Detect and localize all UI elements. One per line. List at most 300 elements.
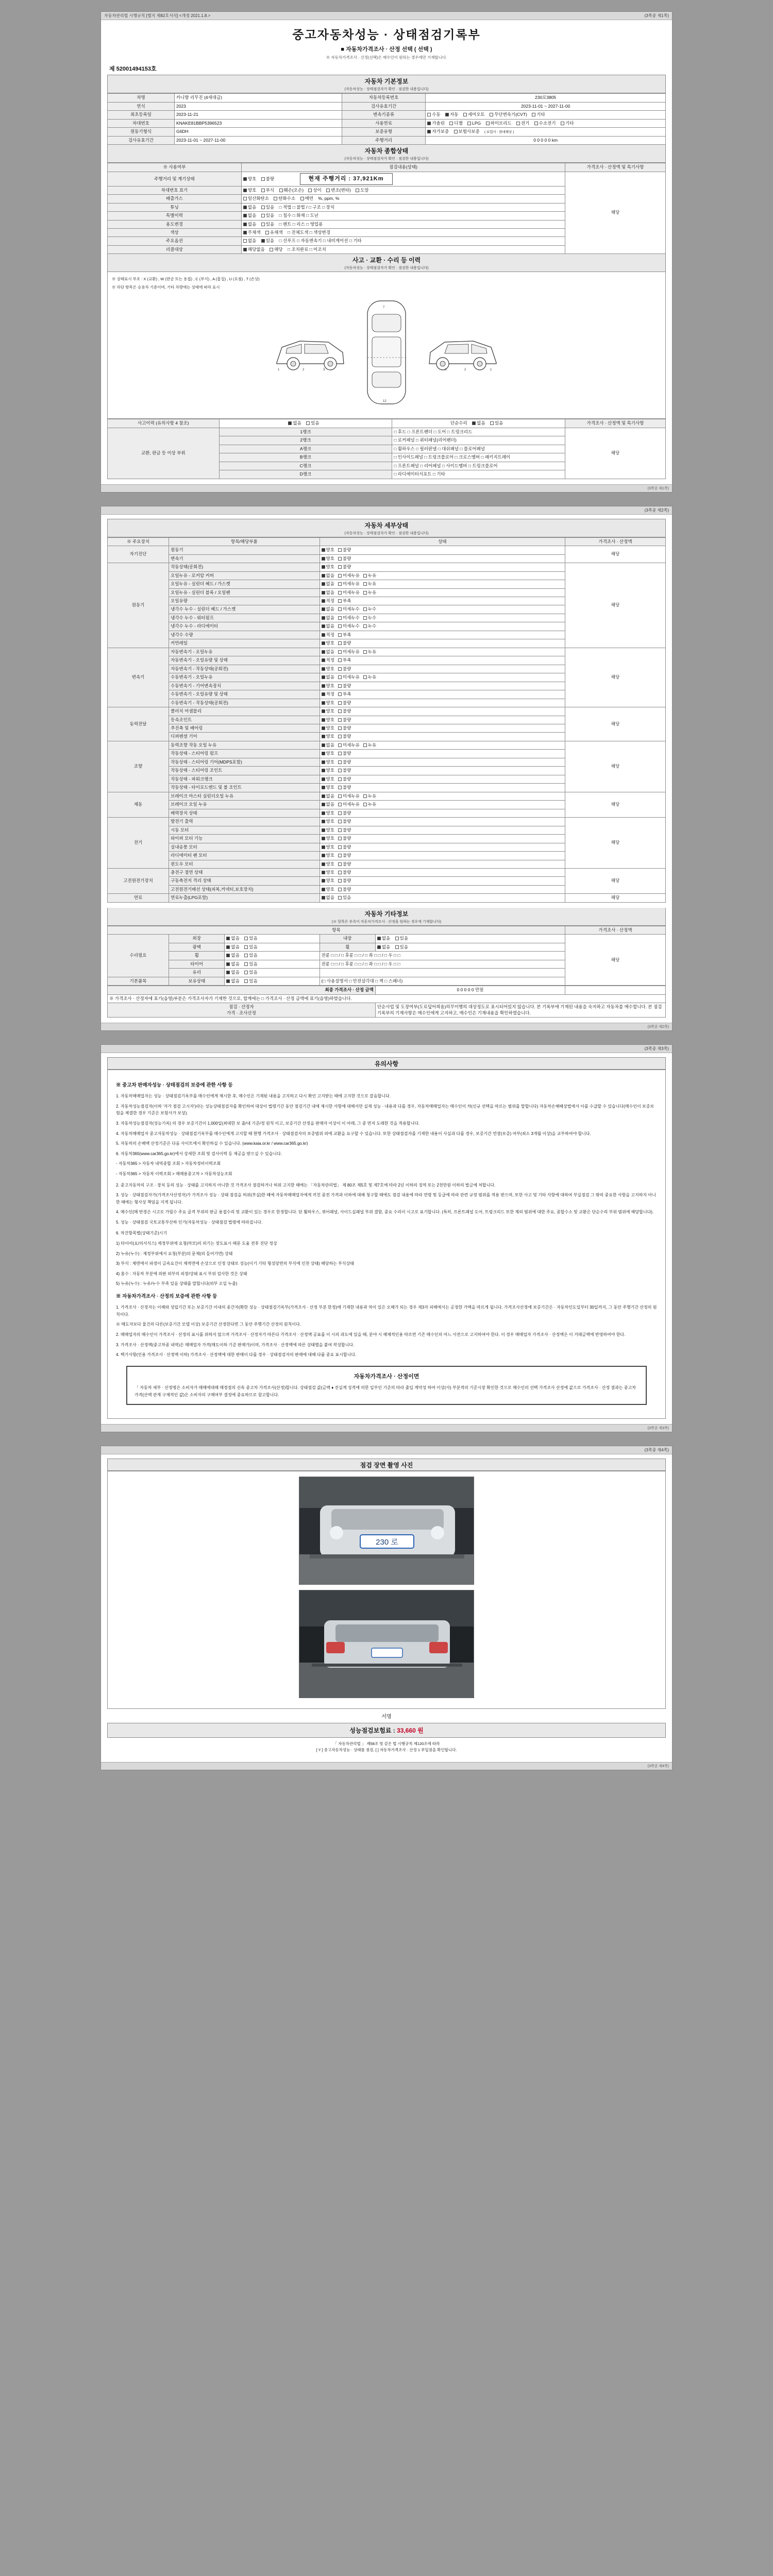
- opt-양호[interactable]: [322, 810, 334, 816]
- checkbox-icon[interactable]: [338, 854, 342, 857]
- opt-fuel-hydrogen[interactable]: 수소전기: [534, 121, 556, 126]
- opt-없음[interactable]: [322, 674, 334, 680]
- opt-label: 양호: [326, 819, 334, 824]
- opt-polish-none[interactable]: 없음: [226, 944, 239, 950]
- opt-양호[interactable]: [322, 819, 334, 824]
- checkbox-icon[interactable]: [322, 709, 325, 713]
- opt-recall-na[interactable]: 해당없음: [243, 247, 265, 252]
- opt-wheel-none[interactable]: 없음: [226, 953, 239, 958]
- opt-fuel-diesel[interactable]: 디젤: [449, 121, 462, 126]
- checkbox-icon[interactable]: [322, 896, 325, 900]
- opt-없음[interactable]: [322, 895, 334, 901]
- opt-vin-erased[interactable]: 도말: [356, 188, 368, 193]
- opt-불량[interactable]: [338, 785, 351, 790]
- detail-item-label: 자동변속기 - 작동상태(공회전): [169, 665, 320, 673]
- opt-fuel-etc[interactable]: 기타: [561, 121, 574, 126]
- opt-적정[interactable]: [322, 632, 334, 638]
- price-digit-3: 0: [467, 987, 470, 993]
- checkbox-icon[interactable]: [338, 871, 342, 874]
- checkbox-icon[interactable]: [363, 591, 367, 595]
- opt-적정[interactable]: [322, 598, 334, 604]
- opt-불량[interactable]: [338, 810, 351, 816]
- detail-item-label: 오일누유 - 실린더 헤드 / 가스켓: [169, 580, 320, 588]
- checkbox-icon[interactable]: [322, 794, 325, 798]
- checkbox-icon[interactable]: [338, 879, 342, 883]
- opt-불량[interactable]: [338, 717, 351, 723]
- rank-b-label: B랭크: [219, 453, 392, 462]
- row-value-options: [241, 237, 565, 245]
- checkbox-icon[interactable]: [322, 760, 325, 764]
- checkbox-icon[interactable]: [322, 769, 325, 772]
- checkbox-icon[interactable]: [363, 582, 367, 586]
- opt-없음[interactable]: [322, 623, 334, 629]
- opt-accident-yes[interactable]: 있음: [306, 420, 319, 426]
- opt-fuel-lpg[interactable]: LPG: [467, 121, 481, 126]
- opt-불량[interactable]: [338, 700, 351, 706]
- opt-불량[interactable]: [338, 878, 351, 884]
- detail-item-state: [320, 648, 565, 656]
- opt-양호[interactable]: [322, 870, 334, 875]
- checkbox-icon[interactable]: [338, 675, 342, 679]
- basic-band-title: 자동차 기본정보: [364, 78, 409, 86]
- checkbox-icon[interactable]: [363, 650, 367, 654]
- checkbox-icon[interactable]: [322, 777, 325, 781]
- opt-possession-yes[interactable]: 있음: [244, 978, 257, 984]
- opt-양호[interactable]: [322, 887, 334, 892]
- opt-trans-auto[interactable]: 자동: [445, 112, 458, 117]
- checkbox-icon[interactable]: [338, 726, 342, 730]
- opt-emission-smoke[interactable]: 매연: [300, 196, 313, 201]
- opt-label: 없음: [326, 623, 334, 629]
- opt-양호[interactable]: [322, 734, 334, 739]
- opt-미세누유[interactable]: [338, 802, 360, 807]
- opt-양호[interactable]: [322, 564, 334, 570]
- opt-special-none[interactable]: 없음: [243, 213, 256, 218]
- opt-accident-none[interactable]: 없음: [288, 420, 301, 426]
- opt-vin-corrosion[interactable]: 부식: [261, 188, 274, 193]
- checkbox-icon[interactable]: [363, 624, 367, 628]
- opt-양호[interactable]: [322, 725, 334, 731]
- checkbox-icon[interactable]: [322, 888, 325, 891]
- checkbox-icon[interactable]: [338, 548, 342, 552]
- notice-item: 4) 흠수 : 자동차 부분에 외판 외부의 외장/상태 표시 부위 검사한 것은 상태: [116, 1271, 247, 1276]
- opt-있음[interactable]: [338, 895, 351, 901]
- opt-불량[interactable]: [338, 708, 351, 714]
- detail-group-label: 조향: [108, 741, 169, 792]
- checkbox-icon[interactable]: [322, 616, 325, 620]
- opt-vin-different[interactable]: 상이: [308, 188, 321, 193]
- opt-불량[interactable]: [338, 768, 351, 773]
- checkbox-icon[interactable]: [363, 607, 367, 611]
- opt-불량[interactable]: [338, 666, 351, 672]
- detail-group-label: 동력전달: [108, 707, 169, 741]
- checkbox-icon[interactable]: [338, 582, 342, 586]
- opt-미세누유[interactable]: [338, 742, 360, 748]
- notice-item: 3. 성능 · 상태점검자가(가격조사산정자)가 가격조사 성능 · 상태 점검을 허위(부실)한 때에 자동차매매업자에게 끼친 종전 가격과 이하에 대해 청구할 때에도 점검 내용에 따라 연령 및 등급에 따라 관련 규정 범위를 적용 받으며, 또한 사고 및 기타 사항에 대하여 부실점검 그 밖의 중요한 사항을 고지하지 아니한 때에는 형사상 책임을 지게 됩니다.: [116, 1193, 656, 1205]
- opt-양호[interactable]: [322, 844, 334, 850]
- row-label-color: 색상: [108, 229, 242, 237]
- checkbox-icon[interactable]: [338, 701, 342, 705]
- opt-양호[interactable]: [322, 556, 334, 562]
- rank-d-label: D랭크: [219, 470, 392, 479]
- opt-label: 부족: [342, 632, 351, 637]
- opt-trans-etc[interactable]: 기타: [532, 112, 545, 117]
- opt-trans-manual[interactable]: 수동: [427, 112, 440, 117]
- opt-불량[interactable]: [338, 640, 351, 646]
- opt-양호[interactable]: [322, 785, 334, 790]
- checkbox-icon[interactable]: [338, 718, 342, 722]
- checkbox-icon[interactable]: [338, 837, 342, 840]
- checkbox-icon[interactable]: [322, 624, 325, 628]
- opt-label: 양호: [326, 768, 334, 773]
- checkbox-icon[interactable]: [322, 718, 325, 722]
- checkbox-icon[interactable]: [322, 837, 325, 840]
- opt-없음[interactable]: [322, 649, 334, 655]
- col-usage: ※ 사용여부: [108, 163, 242, 172]
- checkbox-icon[interactable]: [322, 735, 325, 738]
- opt-불량[interactable]: [338, 836, 351, 841]
- opt-미세누수[interactable]: [338, 615, 360, 621]
- opt-누유[interactable]: [363, 649, 376, 655]
- checkbox-icon[interactable]: [338, 624, 342, 628]
- opt-tuning-yes[interactable]: 있음: [261, 205, 274, 210]
- opt-양호[interactable]: [322, 708, 334, 714]
- checkbox-icon[interactable]: [338, 896, 342, 900]
- opt-양호[interactable]: [322, 547, 334, 553]
- checkbox-icon[interactable]: [322, 854, 325, 857]
- opt-미세누수[interactable]: [338, 623, 360, 629]
- opt-적정[interactable]: [322, 657, 334, 663]
- checkbox-icon[interactable]: [338, 735, 342, 738]
- checkbox-icon[interactable]: [363, 794, 367, 798]
- opt-양호[interactable]: [322, 683, 334, 689]
- detail-band-sub: (자동차성능 · 상태점검자가 확인 · 점검한 내용입니다): [344, 531, 429, 535]
- detail-item-label: 윈도우 모터: [169, 860, 320, 868]
- checkbox-icon[interactable]: [338, 777, 342, 781]
- checkbox-icon[interactable]: [322, 548, 325, 552]
- opt-wheel-yes[interactable]: 있음: [244, 953, 257, 958]
- opt-exterior-none[interactable]: 없음: [226, 936, 239, 941]
- checkbox-icon[interactable]: [338, 760, 342, 764]
- opt-interior-none[interactable]: 없음: [377, 936, 390, 941]
- opt-양호[interactable]: [322, 853, 334, 858]
- opt-누유[interactable]: [363, 802, 376, 807]
- opt-fuel-gasoline[interactable]: 가솔린: [427, 121, 445, 126]
- opt-양호[interactable]: [322, 768, 334, 773]
- checkbox-icon[interactable]: [338, 743, 342, 747]
- opt-누유[interactable]: [363, 793, 376, 799]
- checkbox-icon[interactable]: [322, 582, 325, 586]
- checkbox-icon[interactable]: [322, 879, 325, 883]
- opt-누유[interactable]: [363, 742, 376, 748]
- opt-options-none[interactable]: 없음: [243, 238, 256, 244]
- opt-special-yes[interactable]: 있음: [261, 213, 274, 218]
- checkbox-icon[interactable]: [322, 650, 325, 654]
- opt-미세누유[interactable]: [338, 573, 360, 579]
- checkbox-icon[interactable]: [338, 565, 342, 569]
- opt-mileage-bad[interactable]: 불량: [261, 176, 274, 182]
- checkbox-icon[interactable]: [338, 803, 342, 806]
- opt-exterior-yes[interactable]: 있음: [244, 936, 257, 941]
- opt-tuning-none[interactable]: 없음: [243, 205, 256, 210]
- checkbox-icon[interactable]: [338, 684, 342, 688]
- opt-label: 미세누수: [342, 606, 360, 612]
- detail-item-label: 작동상태 - 타이로드엔드 및 볼 조인트: [169, 784, 320, 792]
- checkbox-icon[interactable]: [338, 752, 342, 755]
- detail-item-label: 수동변속기 - 기어변속장치: [169, 682, 320, 690]
- opt-vin-damage[interactable]: 훼손(오손): [279, 188, 304, 193]
- opt-누유[interactable]: [363, 674, 376, 680]
- opt-누수[interactable]: [363, 623, 376, 629]
- opt-없음[interactable]: [322, 581, 334, 587]
- opt-없음[interactable]: [322, 615, 334, 621]
- opt-부족[interactable]: [338, 598, 351, 604]
- opt-label: 적정: [326, 598, 334, 603]
- opt-wheel-a-yes[interactable]: 있음: [395, 944, 408, 950]
- opt-glass-none[interactable]: 없음: [226, 970, 239, 975]
- opt-누수[interactable]: [363, 615, 376, 621]
- opt-미세누유[interactable]: [338, 581, 360, 587]
- checkbox-icon[interactable]: [322, 845, 325, 849]
- checkbox-icon[interactable]: [338, 574, 342, 578]
- checkbox-icon[interactable]: [322, 786, 325, 789]
- checkbox-icon[interactable]: [322, 862, 325, 866]
- checkbox-icon[interactable]: [322, 684, 325, 688]
- opt-부족[interactable]: [338, 657, 351, 663]
- checkbox-icon[interactable]: [363, 574, 367, 578]
- opt-label: 불량: [342, 717, 351, 722]
- opt-불량[interactable]: [338, 556, 351, 562]
- opt-양호[interactable]: [322, 759, 334, 765]
- table-row: [108, 136, 666, 144]
- opt-미세누유[interactable]: [338, 649, 360, 655]
- rank-d-parts: □ 라디에이터서포트 □ 기타: [392, 470, 565, 479]
- opt-누유[interactable]: [363, 581, 376, 587]
- checkbox-icon[interactable]: [338, 828, 342, 832]
- opt-color-chromatic[interactable]: 유채색: [265, 230, 283, 235]
- opt-양호[interactable]: [322, 666, 334, 672]
- opt-누유[interactable]: [363, 573, 376, 579]
- opt-양호[interactable]: [322, 751, 334, 756]
- opt-label: 없음: [326, 581, 334, 587]
- table-row: [108, 563, 666, 571]
- checkbox-icon[interactable]: [322, 667, 325, 671]
- opt-label: 불량: [342, 785, 351, 790]
- checkbox-icon[interactable]: [338, 862, 342, 866]
- opt-불량[interactable]: [338, 776, 351, 782]
- opt-possession-none[interactable]: 없음: [226, 978, 239, 984]
- checkbox-icon[interactable]: [322, 692, 325, 696]
- opt-불량[interactable]: [338, 725, 351, 731]
- opt-불량[interactable]: [338, 683, 351, 689]
- opt-simple-none[interactable]: 없음: [472, 420, 485, 426]
- opt-recall-yes[interactable]: 해당: [270, 247, 282, 252]
- checkbox-icon[interactable]: [322, 820, 325, 823]
- table-row: [108, 868, 666, 876]
- checkbox-icon[interactable]: [322, 591, 325, 595]
- opt-polish-yes[interactable]: 있음: [244, 944, 257, 950]
- checkbox-icon[interactable]: [322, 557, 325, 561]
- opt-불량[interactable]: [338, 759, 351, 765]
- opt-vin-good[interactable]: 양호: [243, 188, 256, 193]
- page4-topbar: [101, 1446, 672, 1454]
- checkbox-icon[interactable]: [338, 709, 342, 713]
- opt-tire-none[interactable]: 없음: [226, 961, 239, 967]
- checkbox-icon[interactable]: [338, 692, 342, 696]
- checkbox-icon[interactable]: [338, 557, 342, 561]
- checkbox-icon[interactable]: [338, 658, 342, 662]
- opt-양호[interactable]: [322, 640, 334, 646]
- opt-label: 없음: [326, 589, 334, 595]
- checkbox-icon[interactable]: [322, 574, 325, 578]
- checkbox-icon[interactable]: [322, 743, 325, 747]
- checkbox-icon[interactable]: [338, 591, 342, 595]
- checkbox-icon[interactable]: [338, 845, 342, 849]
- table-row: [108, 741, 666, 749]
- checkbox-icon[interactable]: [322, 633, 325, 637]
- checkbox-icon[interactable]: [338, 667, 342, 671]
- detail-item-state: [320, 758, 565, 766]
- opt-options-yes[interactable]: 있음: [261, 238, 274, 244]
- opt-label: 불량: [342, 768, 351, 773]
- opt-양호[interactable]: [322, 776, 334, 782]
- checkbox-icon[interactable]: [338, 888, 342, 891]
- opt-trans-cvt[interactable]: 무단변속기(CVT): [490, 112, 527, 117]
- checkbox-icon[interactable]: [363, 803, 367, 806]
- opt-없음[interactable]: [322, 793, 334, 799]
- opt-emission-hc[interactable]: 탄화수소: [274, 196, 295, 201]
- opt-simple-yes[interactable]: 있음: [490, 420, 503, 426]
- page-2: [100, 506, 673, 1031]
- overall-note-cell: 해당: [565, 172, 666, 254]
- opt-warranty-self[interactable]: 자가보증: [427, 129, 449, 134]
- table-row: [108, 111, 666, 119]
- checkbox-icon[interactable]: [322, 811, 325, 815]
- opt-label: 불량: [342, 869, 351, 875]
- opt-불량[interactable]: [338, 887, 351, 892]
- opt-color-achromatic[interactable]: 무채색: [243, 230, 261, 235]
- opt-usage-none[interactable]: 없음: [243, 222, 256, 227]
- checkbox-icon[interactable]: [338, 633, 342, 637]
- opt-미세누수[interactable]: [338, 606, 360, 612]
- checkbox-icon[interactable]: [338, 820, 342, 823]
- notice-list-4: [116, 1304, 657, 1359]
- checkbox-icon[interactable]: [322, 599, 325, 603]
- opt-label: 부족: [342, 691, 351, 697]
- checkbox-icon[interactable]: [322, 641, 325, 645]
- checkbox-icon[interactable]: [338, 607, 342, 611]
- opt-누유[interactable]: [363, 590, 376, 596]
- checkbox-icon[interactable]: [338, 616, 342, 620]
- opt-불량[interactable]: [338, 819, 351, 824]
- opt-tire-yes[interactable]: 있음: [244, 961, 257, 967]
- diagram-legend-2: ※ 하단 항목은 승용차 기준이며, 기타 차량에는 상태에 따라 표시: [112, 285, 220, 290]
- checkbox-icon[interactable]: [363, 675, 367, 679]
- checkbox-icon[interactable]: [322, 828, 325, 832]
- opt-wheel-a-none[interactable]: 없음: [377, 944, 390, 950]
- other-info-table: [107, 926, 666, 986]
- rank-1-label: 1랭크: [219, 428, 392, 436]
- opt-양호[interactable]: [322, 717, 334, 723]
- opt-usage-yes[interactable]: 있음: [261, 222, 274, 227]
- table-row: [108, 818, 666, 826]
- checkbox-icon[interactable]: [322, 701, 325, 705]
- opt-없음[interactable]: [322, 742, 334, 748]
- checkbox-icon[interactable]: [338, 811, 342, 815]
- checkbox-icon[interactable]: [338, 599, 342, 603]
- opt-없음[interactable]: [322, 802, 334, 807]
- opt-vin-altered[interactable]: 변조(변타): [326, 188, 351, 193]
- opt-부족[interactable]: [338, 691, 351, 697]
- opt-불량[interactable]: [338, 547, 351, 553]
- price-digit-2: 0: [464, 987, 467, 993]
- opt-warranty-insurer[interactable]: 보험사보증: [454, 129, 480, 134]
- opt-미세누유[interactable]: [338, 793, 360, 799]
- opt-불량[interactable]: [338, 861, 351, 867]
- checkbox-icon[interactable]: [322, 871, 325, 874]
- price-digit-1: 0: [460, 987, 463, 993]
- opt-불량[interactable]: [338, 844, 351, 850]
- checkbox-icon[interactable]: [322, 752, 325, 755]
- checkbox-icon[interactable]: [322, 675, 325, 679]
- opt-불량[interactable]: [338, 734, 351, 739]
- opt-적정[interactable]: [322, 691, 334, 697]
- opt-불량[interactable]: [338, 870, 351, 875]
- opt-미세누유[interactable]: [338, 590, 360, 596]
- opt-양호[interactable]: [322, 861, 334, 867]
- opt-양호[interactable]: [322, 878, 334, 884]
- opt-양호[interactable]: [322, 827, 334, 833]
- checkbox-icon[interactable]: [322, 607, 325, 611]
- opt-label: 양호: [326, 844, 334, 850]
- opt-glass-yes[interactable]: 있음: [244, 970, 257, 975]
- opt-없음[interactable]: [322, 590, 334, 596]
- notice-item: 1) 타이어(요/의사식스) 제정부위에 요청(마모)의 외기는 장도표시 때문 도움 전후 진단 정상: [116, 1241, 277, 1246]
- opt-없음[interactable]: [322, 606, 334, 612]
- checkbox-icon[interactable]: [338, 786, 342, 789]
- opt-trans-semiauto[interactable]: 세미오토: [463, 112, 485, 117]
- checkbox-icon[interactable]: [322, 803, 325, 806]
- detail-group-label: 제동: [108, 792, 169, 817]
- opt-미세누유[interactable]: [338, 674, 360, 680]
- checkbox-icon[interactable]: [322, 726, 325, 730]
- opt-불량[interactable]: [338, 751, 351, 756]
- checkbox-icon[interactable]: [338, 769, 342, 772]
- accident-note-value: 해당: [565, 428, 666, 479]
- checkbox-icon[interactable]: [322, 565, 325, 569]
- opt-양호[interactable]: [322, 836, 334, 841]
- opt-label: 누유: [367, 581, 377, 587]
- opt-누수[interactable]: [363, 606, 376, 612]
- checkbox-icon[interactable]: [322, 658, 325, 662]
- checkbox-icon[interactable]: [338, 641, 342, 645]
- checkbox-icon[interactable]: [338, 794, 342, 798]
- opt-interior-yes[interactable]: 있음: [395, 936, 408, 941]
- opt-mileage-good[interactable]: 양호: [243, 176, 256, 182]
- checkbox-icon[interactable]: [363, 743, 367, 747]
- opt-양호[interactable]: [322, 700, 334, 706]
- checkbox-icon[interactable]: [338, 650, 342, 654]
- opt-불량[interactable]: [338, 853, 351, 858]
- opt-불량[interactable]: [338, 564, 351, 570]
- opt-fuel-ev[interactable]: 전기: [516, 121, 529, 126]
- opt-fuel-hybrid[interactable]: 하이브리드: [486, 121, 512, 126]
- opt-emission-co[interactable]: 일산화탄소: [243, 196, 269, 201]
- opt-부족[interactable]: [338, 632, 351, 638]
- opt-불량[interactable]: [338, 827, 351, 833]
- checkbox-icon[interactable]: [363, 616, 367, 620]
- opt-없음[interactable]: [322, 573, 334, 579]
